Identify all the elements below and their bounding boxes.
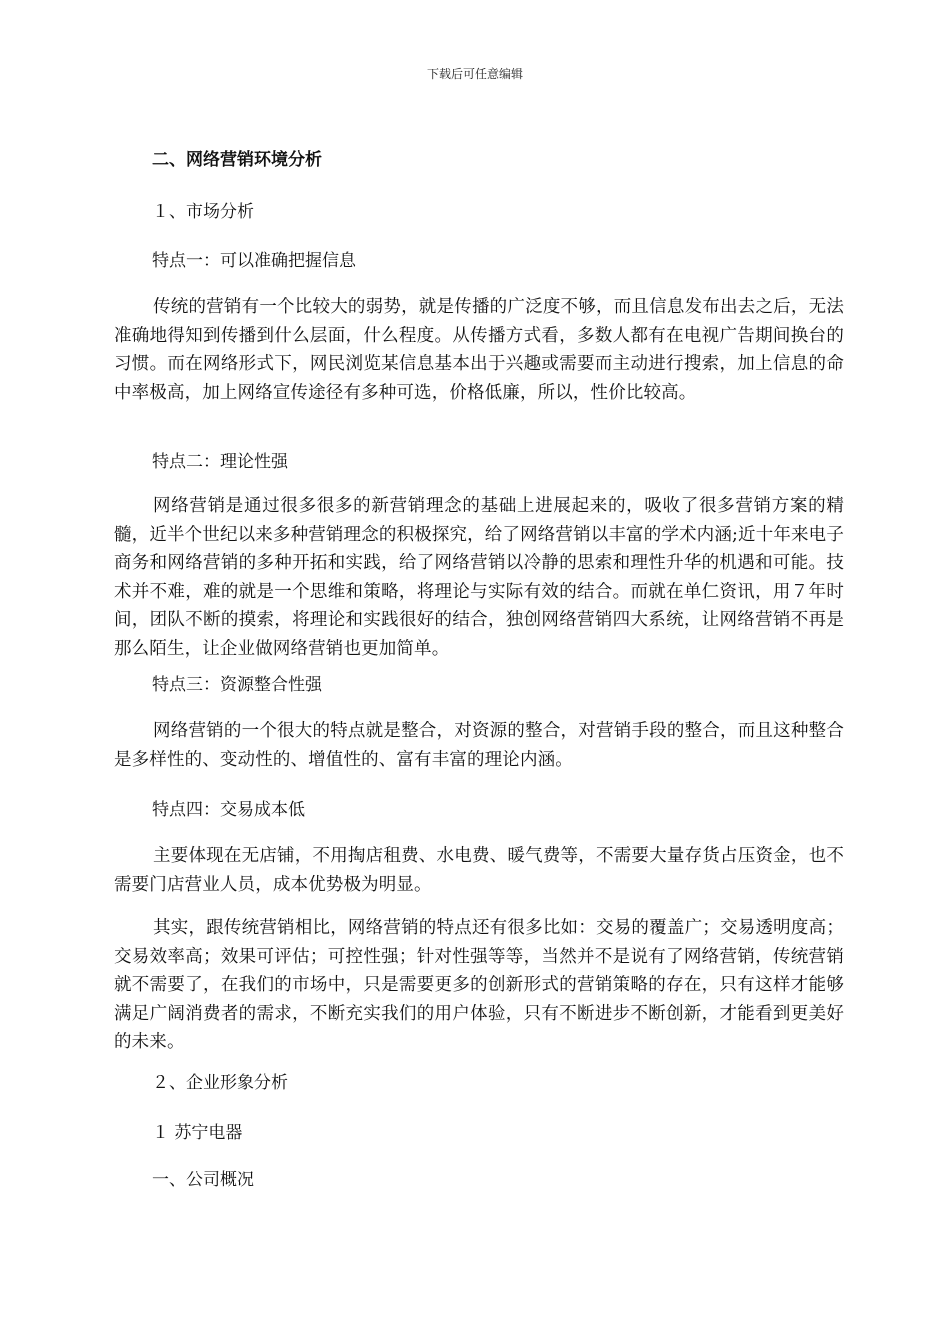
market-analysis-heading: １、市场分析 <box>152 202 254 222</box>
company-overview-heading: 一、公司概况 <box>152 1170 254 1190</box>
section-title: 二、网络营销环境分析 <box>152 150 322 170</box>
market-summary: 其实，跟传统营销相比，网络营销的特点还有很多比如：交易的覆盖广；交易透明度高；交易效率高；效果可评估；可控性强；针对性强等等，当然并不是说有了网络营销，传统营销就不需要了，在我们的市场中，只是需要更多的创新形式的营销策略的存在，只有这样才能够满足广阔消费者的需求，不断充实我们的用户体验，只有不断进步不断创新，才能看到更美好的未来。 <box>114 918 844 1053</box>
feature-2-title: 特点二：理论性强 <box>152 452 288 472</box>
company-heading: １ 苏宁电器 <box>152 1123 243 1143</box>
feature-4-body: 主要体现在无店铺，不用掏店租费、水电费、暖气费等，不需要大量存货占压资金，也不需要门店营业人员，成本优势极为明显。 <box>114 846 844 895</box>
feature-1-title: 特点一：可以准确把握信息 <box>152 251 356 271</box>
image-analysis-heading: ２、企业形象分析 <box>152 1073 288 1093</box>
feature-1-body: 传统的营销有一个比较大的弱势，就是传播的广泛度不够，而且信息发布出去之后，无法准确地得知到传播到什么层面，什么程度。从传播方式看，多数人都有在电视广告期间换台的习惯。而在网络形式下，网民浏览某信息基本出于兴趣或需要而主动进行搜索，加上信息的命中率极高，加上网络宣传途径有多种可选，价格低廉，所以，性价比较高。 <box>114 297 844 403</box>
feature-2-body: 网络营销是通过很多很多的新营销理念的基础上进展起来的，吸收了很多营销方案的精髓，近半个世纪以来多种营销理念的积极探究，给了网络营销以丰富的学术内涵;近十年来电子商务和网络营销的多种开拓和实践，给了网络营销以冷静的思索和理性升华的机遇和可能。技术并不难，难的就是一个思维和策略，将理论与实际有效的结合。而就在单仁资讯，用７年时间，团队不断的摸索，将理论和实践很好的结合，独创网络营销四大系统，让网络营销不再是那么陌生，让企业做网络营销也更加简单。 <box>114 496 844 659</box>
feature-3-title: 特点三：资源整合性强 <box>152 675 322 695</box>
feature-4-title: 特点四：交易成本低 <box>152 800 305 820</box>
page-header: 下载后可任意编辑 <box>426 67 523 81</box>
feature-3-body: 网络营销的一个很大的特点就是整合，对资源的整合，对营销手段的整合，而且这种整合是多样性的、变动性的、增值性的、富有丰富的理论内涵。 <box>114 721 844 770</box>
